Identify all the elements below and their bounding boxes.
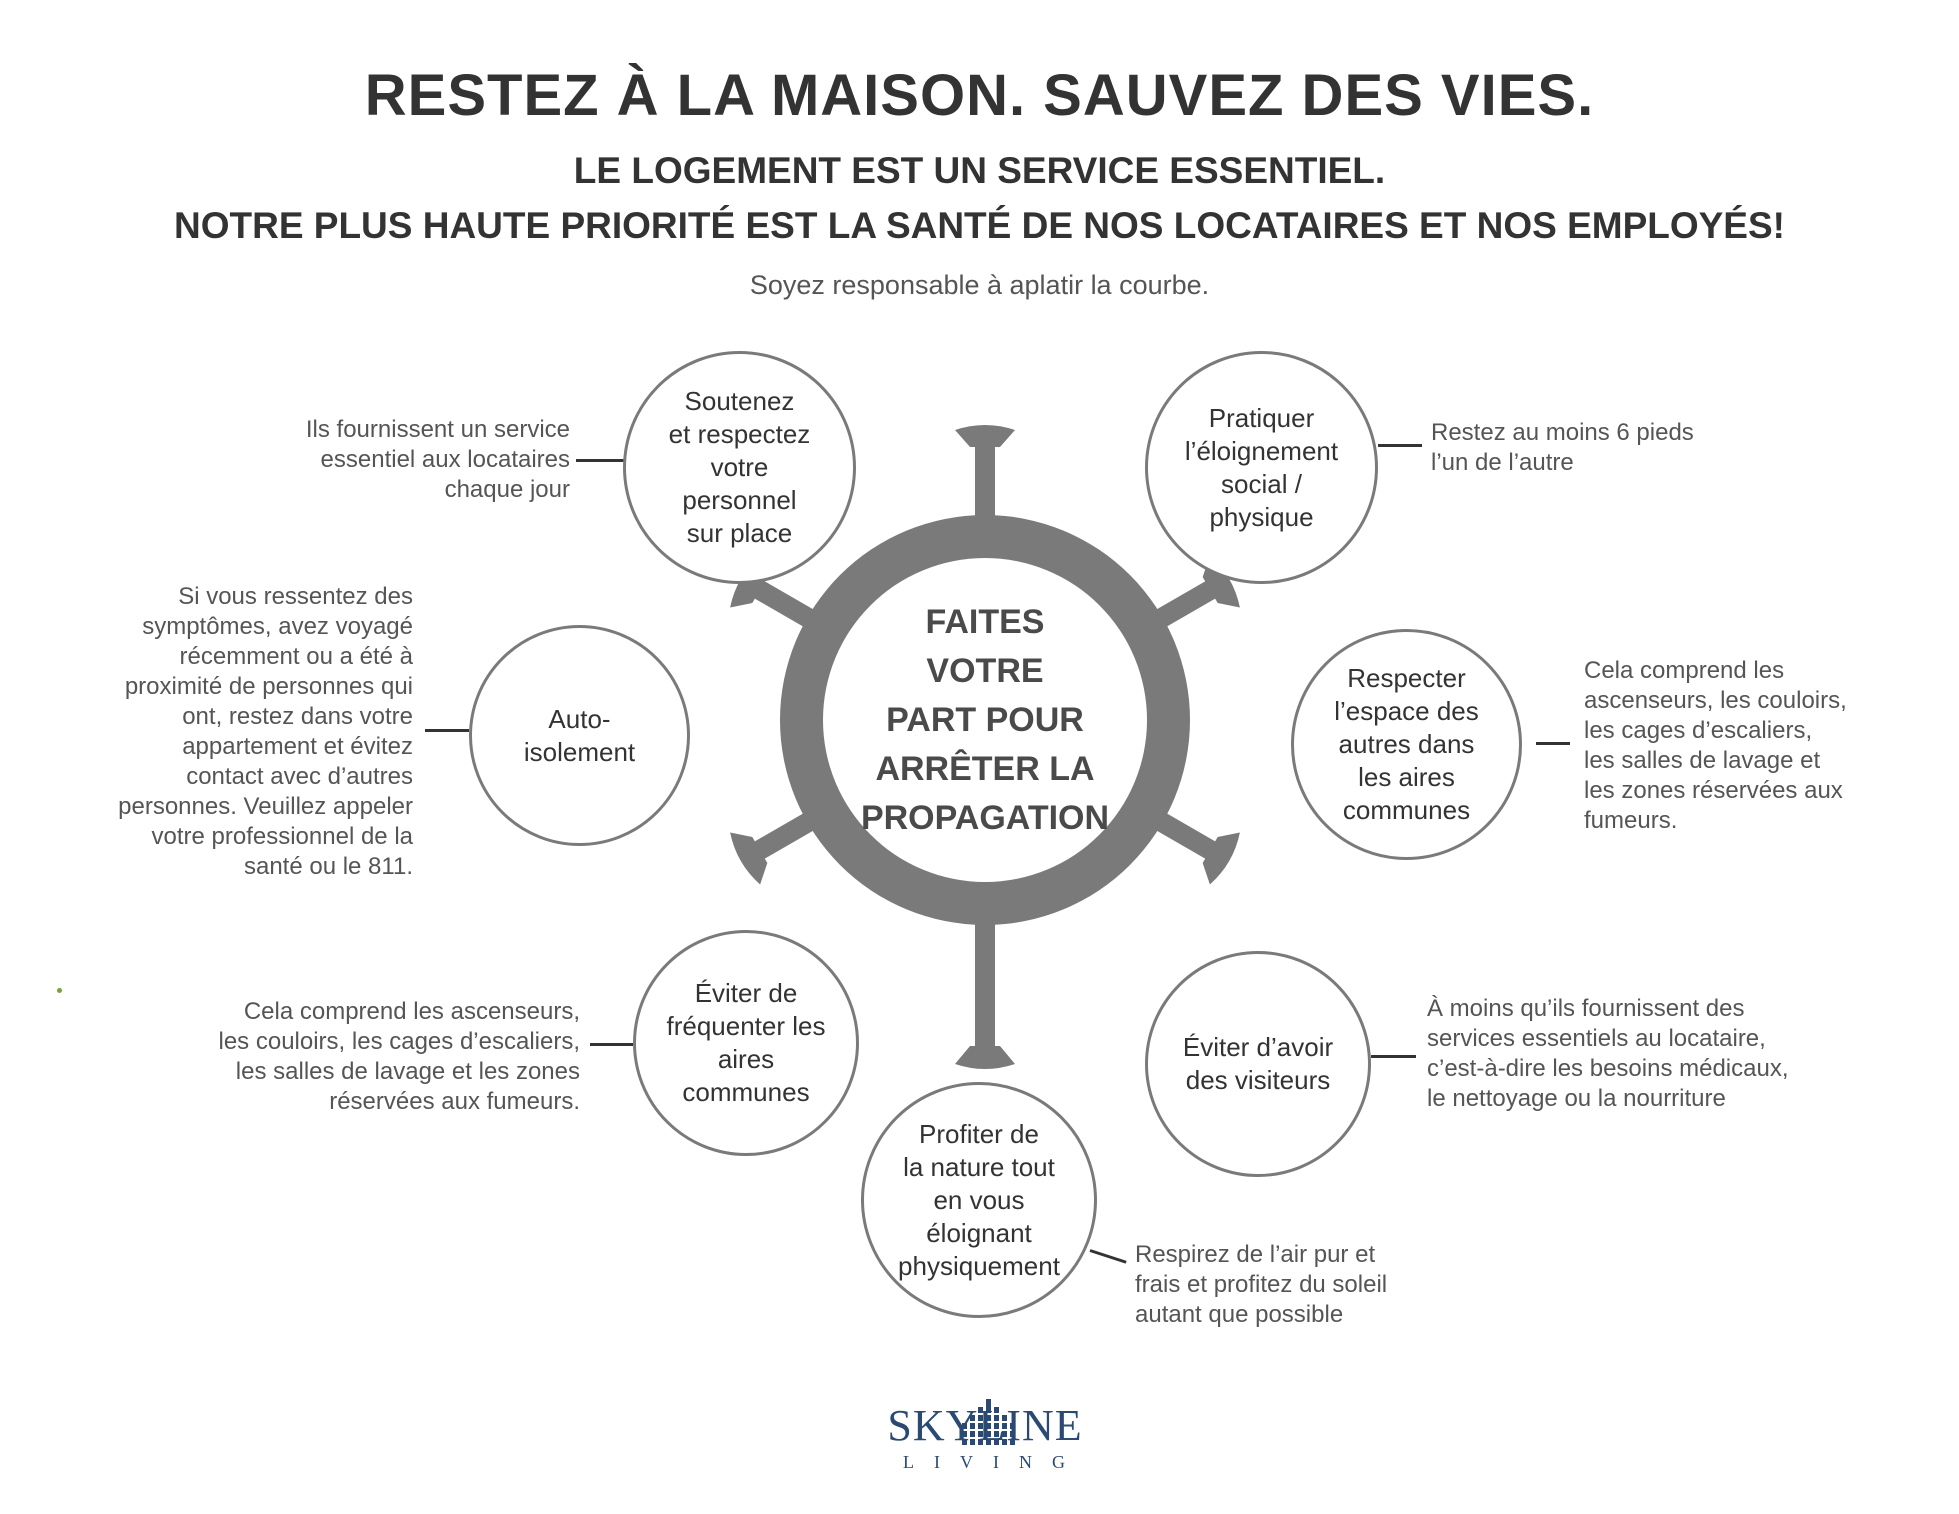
center-label: FAITES VOTRE PART POUR ARRÊTER LA PROPAGATION <box>860 602 1110 837</box>
connector-avoid-common <box>590 1043 633 1046</box>
subtitle-line-1: LE LOGEMENT EST UN SERVICE ESSENTIEL. <box>573 150 1386 191</box>
tagline: Soyez responsable à aplatir la courbe. <box>749 270 1210 300</box>
circle-respect-space-label: Respecter l’espace des autres dans les aires communes <box>1334 663 1479 825</box>
page-title: RESTEZ À LA MAISON. SAUVEZ DES VIES. <box>364 63 1595 128</box>
circle-nature <box>861 1082 1097 1318</box>
circle-staff <box>623 351 856 584</box>
circle-visitors <box>1145 951 1371 1177</box>
circle-avoid-common-label: Éviter de fréquenter les aires communes <box>666 978 826 1107</box>
circle-isolation-label: Auto- isolement <box>523 703 636 767</box>
note-isolation: Si vous ressentez des symptômes, avez voyagé récemment ou a été à proximité de personnes qui ont, restez dans votre appartement et évitez contact avec d’autres personnes. Veuillez appeler votre professionnel de la santé ou le 811. <box>118 583 413 880</box>
connector-visitors <box>1371 1055 1416 1058</box>
note-visitors: À moins qu’ils fournissent des services essentiels au locataire, c’est-à-dire les besoins médicaux, le nettoyage ou la nourriture <box>1427 995 1789 1112</box>
note-distancing: Restez au moins 6 pieds l’un de l’autre <box>1431 419 1694 476</box>
subtitle-line-2: NOTRE PLUS HAUTE PRIORITÉ EST LA SANTÉ DE NOS LOCATAIRES ET NOS EMPLOYÉS! <box>174 205 1785 246</box>
connector-distancing <box>1378 444 1422 447</box>
circle-nature-label: Profiter de la nature tout en vous éloignant physiquement <box>898 1118 1060 1281</box>
connector-staff <box>576 459 624 462</box>
note-nature: Respirez de l’air pur et frais et profitez du soleil autant que possible <box>1135 1241 1388 1328</box>
note-respect-space: Cela comprend les ascenseurs, les couloirs, les cages d’escaliers, les salles de lavage et les zones réservées aux fumeurs. <box>1584 657 1847 834</box>
connector-respect-space <box>1536 742 1570 745</box>
logo-name: SKYLINE <box>887 1401 1083 1450</box>
note-avoid-common: Cela comprend les ascenseurs, les couloirs, les cages d’escaliers, les salles de lavage et les zones réservées aux fumeurs. <box>218 998 580 1115</box>
circle-visitors-label: Éviter d’avoir des visiteurs <box>1182 1032 1334 1095</box>
note-staff: Ils fournissent un service essentiel aux locataires chaque jour <box>305 416 570 503</box>
circle-respect-space <box>1291 629 1522 860</box>
circle-distancing-label: Pratiquer l’éloignement social / physique <box>1184 402 1339 532</box>
stray-dot <box>57 988 62 993</box>
circle-staff-label: Soutenez et respectez votre personnel sur place <box>668 386 811 548</box>
logo-sub: LIVING <box>903 1452 1085 1472</box>
circle-distancing <box>1145 351 1378 584</box>
connector-isolation <box>425 729 469 732</box>
circle-avoid-common <box>633 930 859 1156</box>
circle-isolation <box>469 625 690 846</box>
